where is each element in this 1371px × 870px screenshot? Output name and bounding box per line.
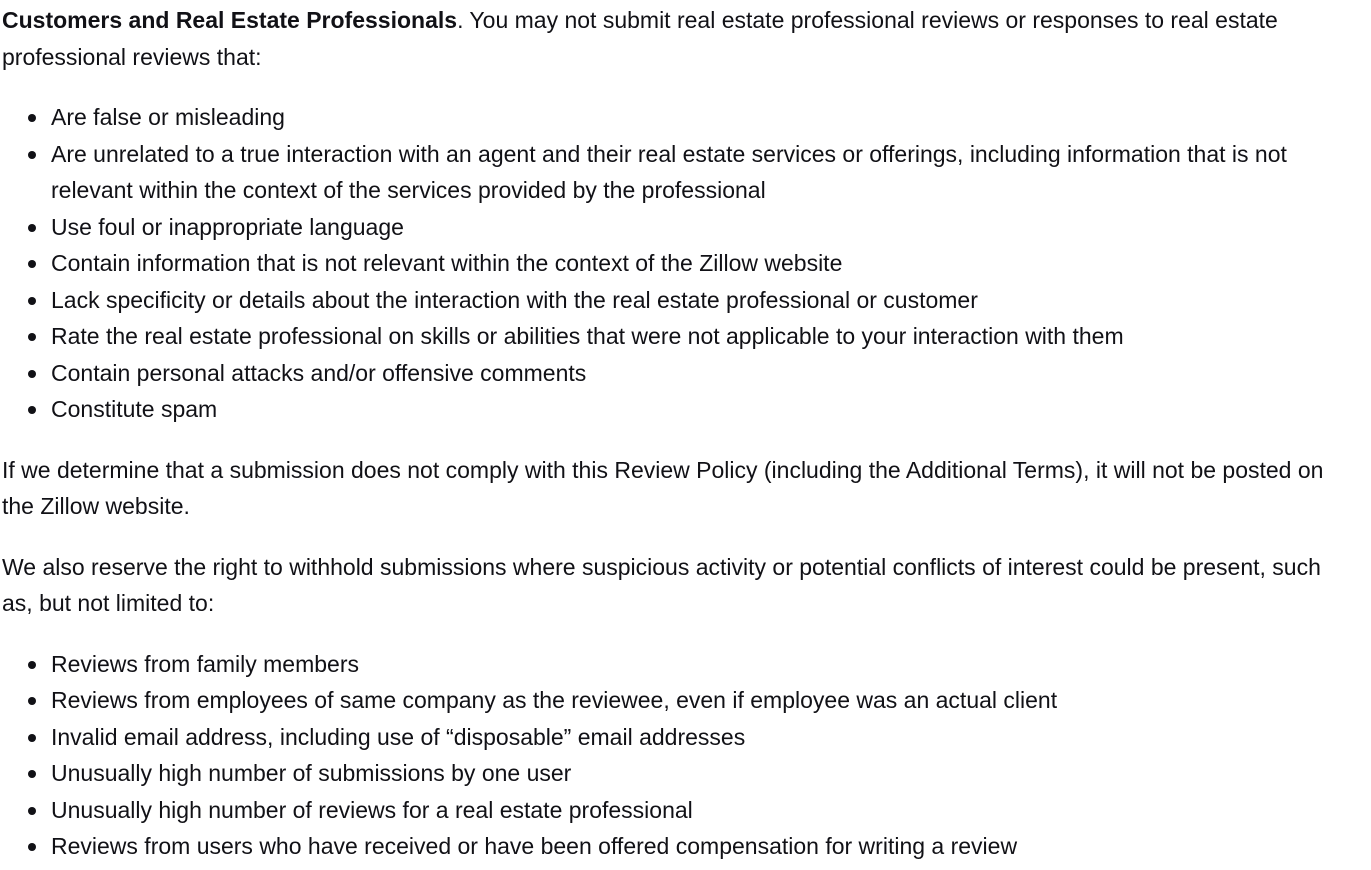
list-item: Invalid email address, including use of “disposable” email addresses: [51, 719, 1342, 756]
compliance-paragraph: If we determine that a submission does not comply with this Review Policy (including the Additional Terms), it will not be posted on the Zillow website.: [2, 456, 1324, 519]
list-item: Are false or misleading: [51, 99, 1342, 136]
list-item: Lack specificity or details about the interaction with the real estate professional or customer: [51, 282, 1342, 319]
intro-text: . You may not submit real estate professional reviews or responses to real estate professional reviews that:: [2, 7, 1278, 70]
list-item: Reviews from users who have received or have been offered compensation for writing a review: [51, 828, 1342, 865]
list-item: Contain information that is not relevant within the context of the Zillow website: [51, 245, 1342, 282]
list-item: Are unrelated to a true interaction with an agent and their real estate services or offerings, including information that is not relevant within the context of the services provided by the professional: [51, 136, 1342, 209]
withheld-submissions-list: [2, 646, 1342, 865]
list-item: Constitute spam: [51, 391, 1342, 428]
list-item: Rate the real estate professional on skills or abilities that were not applicable to your interaction with them: [51, 318, 1342, 355]
intro-paragraph: [2, 2, 1342, 75]
list-item: Contain personal attacks and/or offensive comments: [51, 355, 1342, 392]
list-item: Unusually high number of submissions by one user: [51, 755, 1342, 792]
prohibited-reviews-list: [2, 99, 1342, 428]
list-item: Reviews from employees of same company as the reviewee, even if employee was an actual client: [51, 682, 1342, 719]
withhold-paragraph: We also reserve the right to withhold submissions where suspicious activity or potential conflicts of interest could be present, such as, but not limited to:: [2, 553, 1321, 616]
list-item: Use foul or inappropriate language: [51, 209, 1342, 246]
list-item: Reviews from family members: [51, 646, 1342, 683]
intro-heading: Customers and Real Estate Professionals: [2, 7, 458, 33]
list-item: Unusually high number of reviews for a real estate professional: [51, 792, 1342, 829]
